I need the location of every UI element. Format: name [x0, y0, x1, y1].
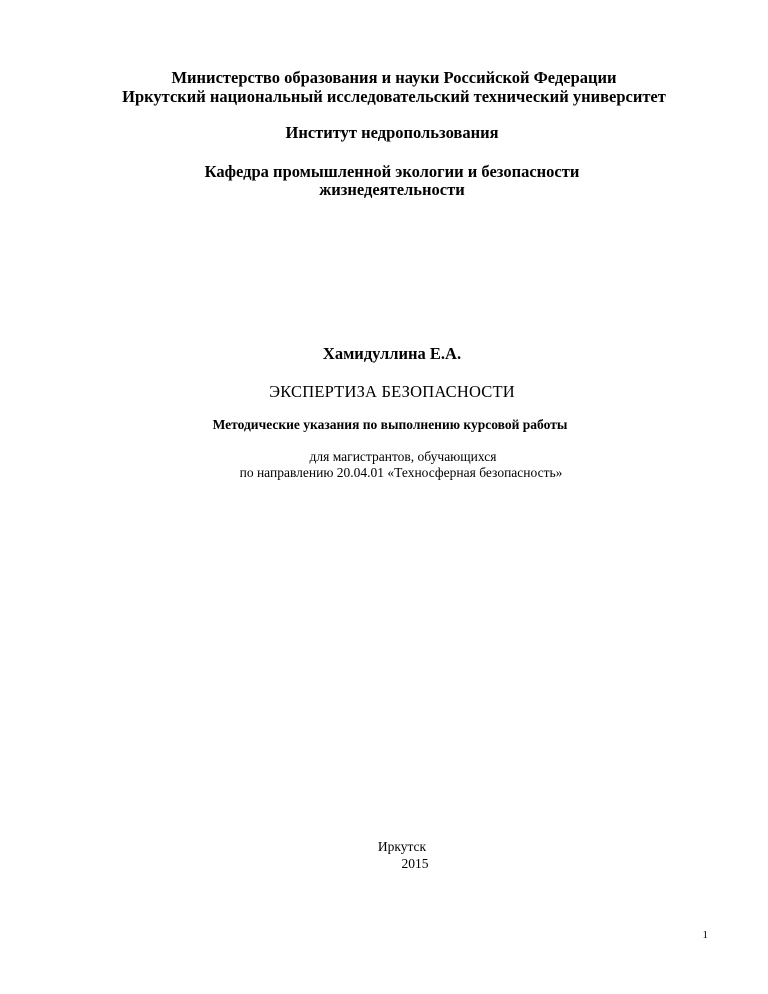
ministry-name: Министерство образования и науки Российской Федерации [171, 68, 617, 87]
department-name-line1: Кафедра промышленной экологии и безопасности [204, 162, 580, 181]
institute-name: Институт недропользования [285, 123, 499, 142]
audience-line1: для магистрантов, обучающихся [309, 449, 497, 464]
publication-year: 2015 [401, 856, 429, 871]
department-name-line2: жизнедеятельности [319, 180, 465, 199]
author-name: Хамидуллина Е.А. [322, 344, 462, 363]
document-title: ЭКСПЕРТИЗА БЕЗОПАСНОСТИ [269, 382, 515, 401]
university-name: Иркутский национальный исследовательский технический университет [122, 87, 666, 106]
publication-city: Иркутск [377, 839, 427, 854]
document-subtitle: Методические указания по выполнению курсовой работы [212, 417, 568, 432]
audience-line2: по направлению 20.04.01 «Техносферная безопасность» [239, 465, 563, 480]
page-number: 1 [702, 929, 708, 941]
